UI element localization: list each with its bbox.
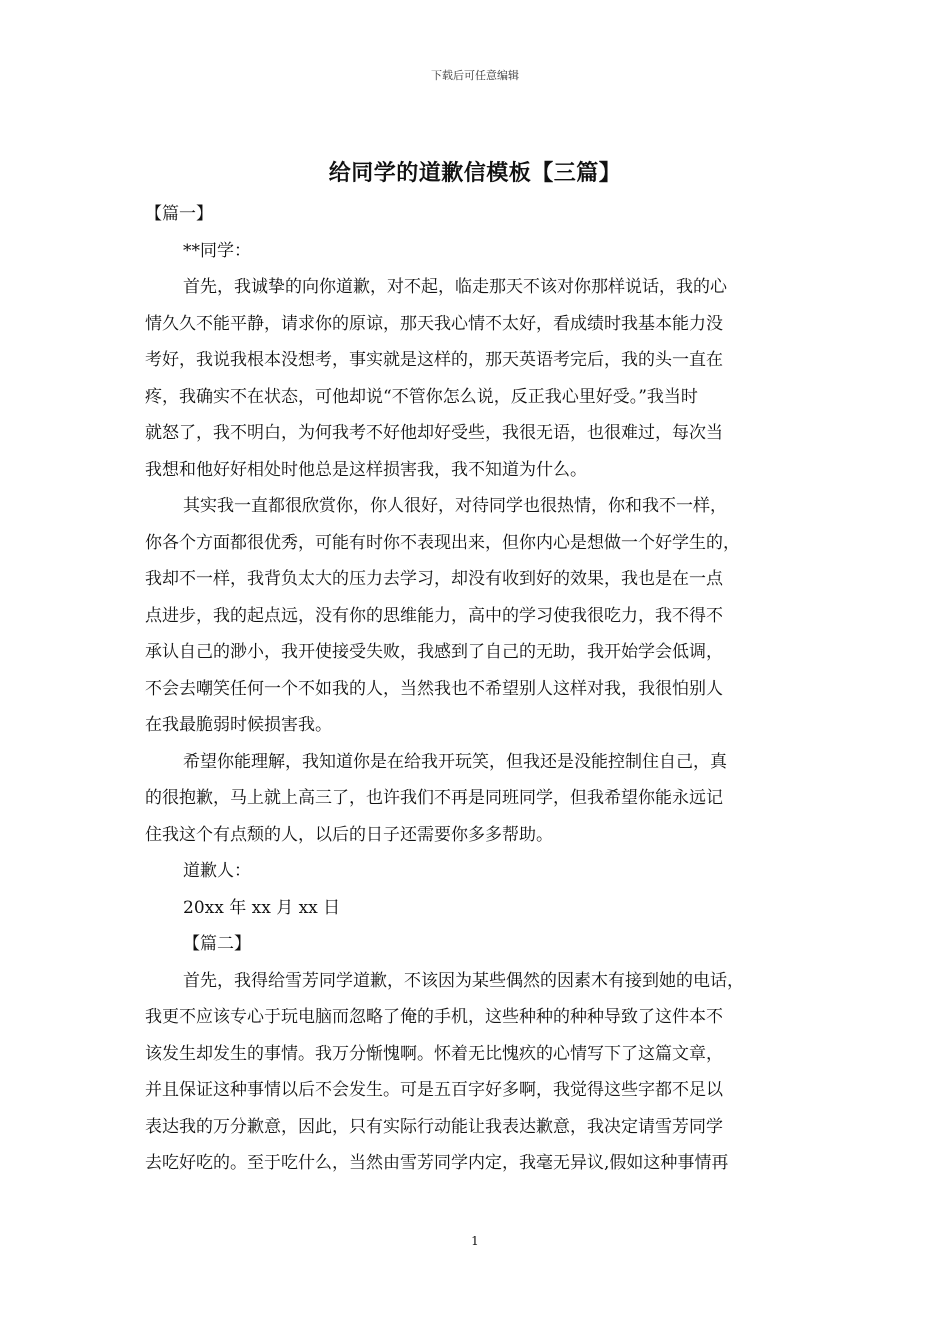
document-body: [145, 196, 813, 1182]
text-line: 就怒了，我不明白，为何我考不好他却好受些，我很无语，也很难过，每次当: [145, 423, 723, 443]
text-line: 该发生却发生的事情。我万分惭愧啊。怀着无比愧疚的心情写下了这篇文章，: [145, 1043, 723, 1064]
text-line: 住我这个有点颓的人，以后的日子还需要你多多帮助。: [145, 824, 553, 845]
text-line: 疼，我确实不在状态，可他却说“不管你怎么说，反正我心里好受。”我当时: [145, 386, 698, 407]
header-note: 下载后可任意编辑: [431, 69, 519, 82]
document-title: 给同学的道歉信模板【三篇】: [328, 160, 622, 186]
text-line: 并且保证这种事情以后不会发生。可是五百字好多啊，我觉得这些字都不足以: [145, 1080, 723, 1100]
text-line: 不会去嘲笑任何一个不如我的人，当然我也不希望别人这样对我，我很怕别人: [145, 678, 723, 699]
text-line: 情久久不能平静，请求你的原谅，那天我心情不太好，看成绩时我基本能力没: [145, 313, 723, 334]
text-line: 希望你能理解，我知道你是在给我开玩笑，但我还是没能控制住自己，真: [183, 751, 727, 772]
text-line: 我想和他好好相处时他总是这样损害我，我不知道为什么。: [145, 459, 587, 480]
text-line: 【篇一】: [145, 204, 213, 224]
text-line: 道歉人：: [183, 861, 251, 881]
text-line: 其实我一直都很欣赏你，你人很好，对待同学也很热情，你和我不一样，: [183, 496, 727, 516]
text-line: 20xx 年 xx 月 xx 日: [183, 897, 341, 918]
text-line: 我却不一样，我背负太大的压力去学习，却没有收到好的效果，我也是在一点: [145, 569, 723, 589]
text-line: **同学：: [183, 240, 251, 261]
text-line: 首先，我诚挚的向你道歉，对不起，临走那天不该对你那样说话，我的心: [183, 277, 727, 297]
text-line: 【篇二】: [183, 934, 251, 954]
text-line: 承认自己的渺小，我开使接受失败，我感到了自己的无助，我开始学会低调，: [145, 642, 723, 662]
text-line: 表达我的万分歉意，因此，只有实际行动能让我表达歉意，我决定请雪芳同学: [145, 1116, 723, 1137]
text-line: 考好，我说我根本没想考，事实就是这样的，那天英语考完后，我的头一直在: [145, 350, 723, 370]
text-line: 首先，我得给雪芳同学道歉，不该因为某些偶然的因素木有接到她的电话，: [183, 970, 744, 991]
text-line: 点进步，我的起点远，没有你的思维能力，高中的学习使我很吃力，我不得不: [145, 605, 723, 626]
page-number: 1: [471, 1234, 479, 1248]
text-line: 去吃好吃的。至于吃什么，当然由雪芳同学内定，我毫无异议,假如这种事情再: [145, 1153, 729, 1173]
text-line: 在我最脆弱时候损害我。: [145, 715, 332, 735]
text-line: 我更不应该专心于玩电脑而忽略了俺的手机，这些种种的种种导致了这件本不: [145, 1007, 723, 1027]
text-line: 的很抱歉，马上就上高三了，也许我们不再是同班同学，但我希望你能永远记: [145, 788, 723, 808]
text-line: 你各个方面都很优秀，可能有时你不表现出来，但你内心是想做一个好学生的，: [145, 532, 740, 553]
